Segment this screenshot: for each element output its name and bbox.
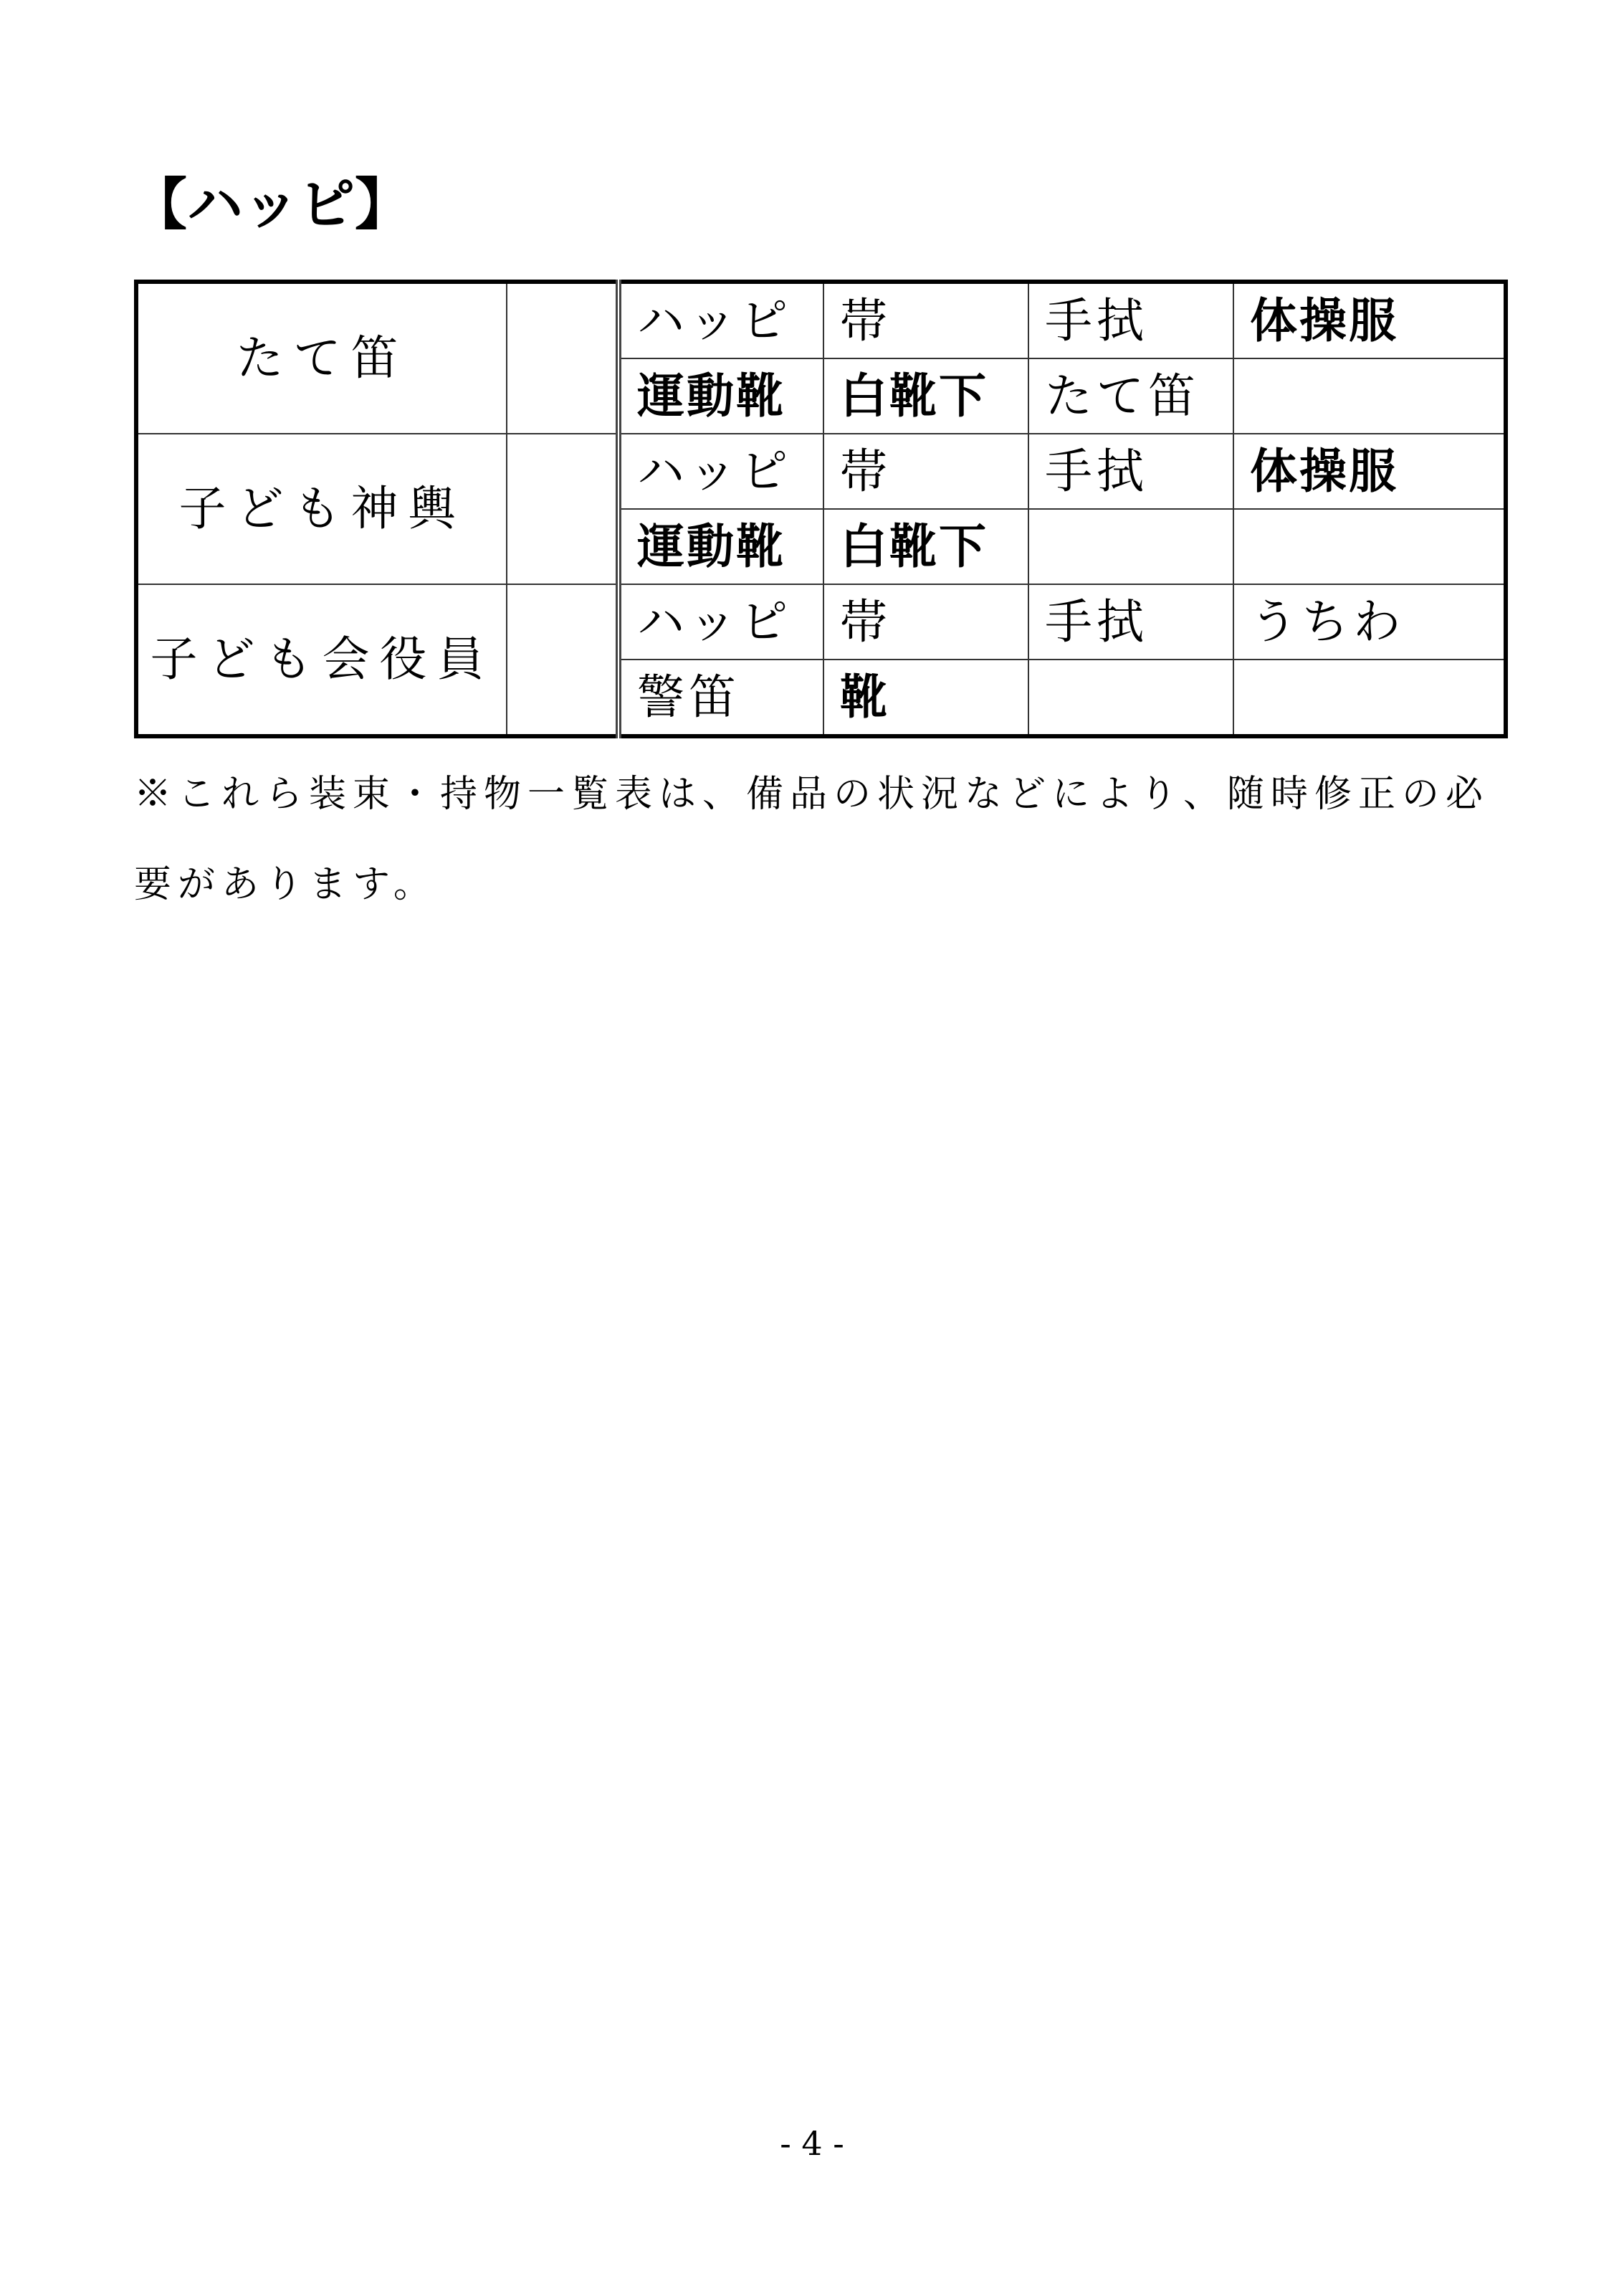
item-cell: 手拭	[1028, 434, 1233, 509]
group-name-cell: 子ども会役員	[136, 584, 507, 736]
costume-items-table	[134, 280, 1508, 738]
item-cell: ハッピ	[618, 282, 823, 358]
group-check-cell	[507, 584, 618, 736]
group-name-cell: 子ども神輿	[136, 434, 507, 584]
item-cell	[1233, 660, 1506, 736]
costume-items-table-body	[136, 282, 1506, 736]
item-cell: ハッピ	[618, 434, 823, 509]
item-cell	[1233, 358, 1506, 434]
item-cell	[1233, 509, 1506, 584]
item-cell: うちわ	[1233, 584, 1506, 660]
item-cell: 運動靴	[618, 358, 823, 434]
item-cell: 白靴下	[823, 509, 1028, 584]
item-cell: 白靴下	[823, 358, 1028, 434]
item-cell: たて笛	[1028, 358, 1233, 434]
item-cell: ハッピ	[618, 584, 823, 660]
item-cell: 体操服	[1233, 282, 1506, 358]
item-cell: 帯	[823, 584, 1028, 660]
item-cell: 警笛	[618, 660, 823, 736]
item-cell: 手拭	[1028, 282, 1233, 358]
table-row	[136, 434, 1506, 509]
item-cell: 帯	[823, 434, 1028, 509]
item-cell: 手拭	[1028, 584, 1233, 660]
table-row	[136, 584, 1506, 660]
item-cell	[1028, 660, 1233, 736]
item-cell	[1028, 509, 1233, 584]
page-number: - 4 -	[780, 2124, 844, 2163]
group-check-cell	[507, 434, 618, 584]
section-heading: 【ハッピ】	[131, 173, 411, 237]
group-name-cell: たて笛	[136, 282, 507, 434]
item-cell: 帯	[823, 282, 1028, 358]
item-cell: 体操服	[1233, 434, 1506, 509]
group-check-cell	[507, 282, 618, 434]
revision-note: ※これら装束・持物一覧表は、備品の状況などにより、随時修正の必要があります。	[134, 773, 1490, 906]
table-row	[136, 282, 1506, 358]
item-cell: 靴	[823, 660, 1028, 736]
item-cell: 運動靴	[618, 509, 823, 584]
